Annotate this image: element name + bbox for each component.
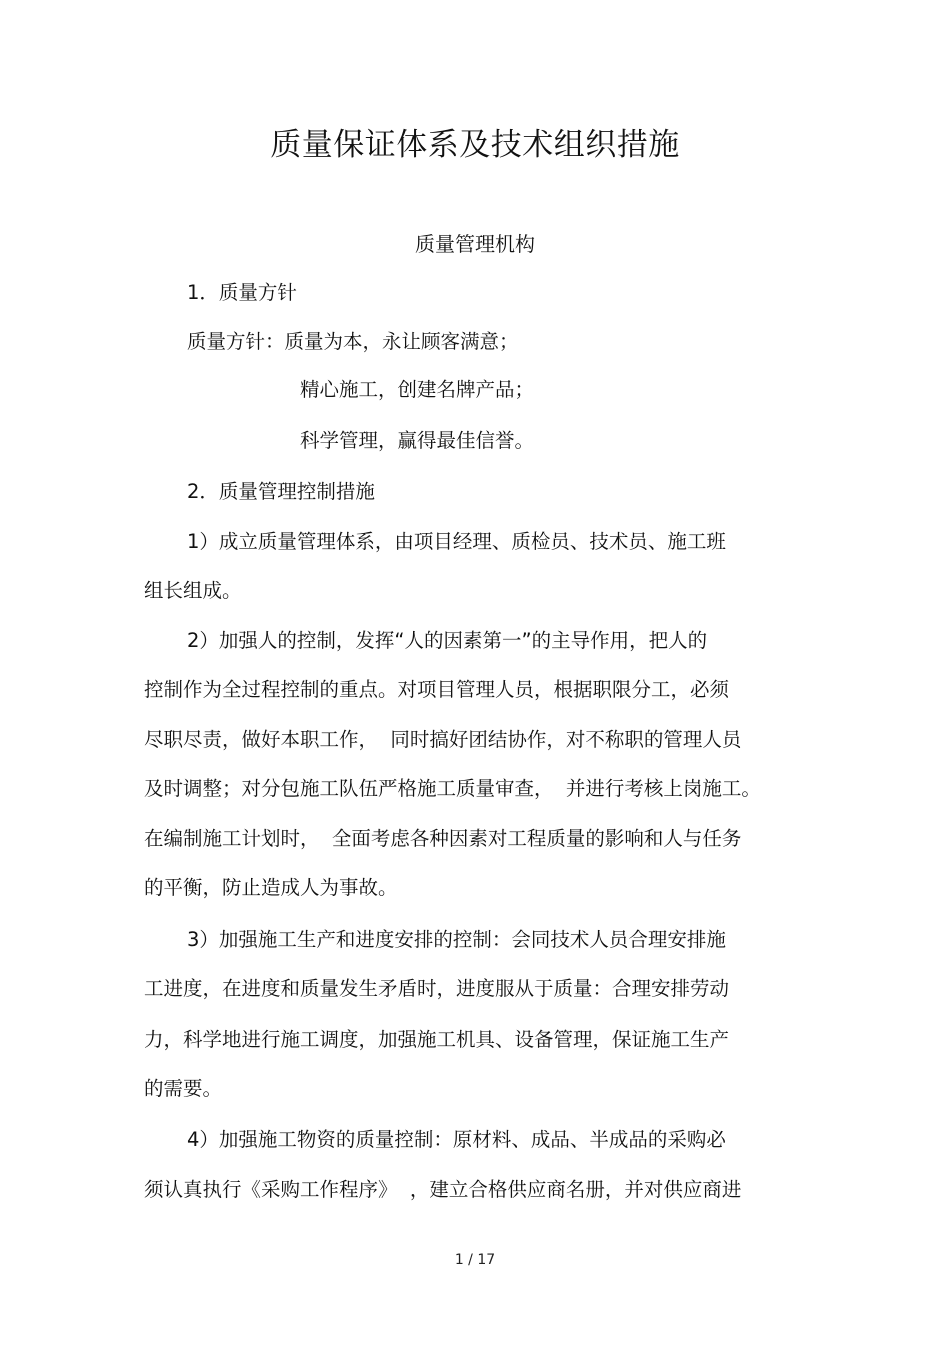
paragraph-line: 尽职尽责，做好本职工作， 同时搞好团结协作，对不称职的管理人员 [144,728,742,751]
paragraph-line: 的平衡，防止造成人为事故。 [144,876,398,899]
heading-quality-policy: 1．质量方针 [187,281,297,304]
paragraph-line: 须认真执行《采购工作程序》 ，建立合格供应商名册，并对供应商进 [144,1178,742,1201]
paragraph-line: 在编制施工计划时， 全面考虑各种因素对工程质量的影响和人与任务 [144,827,742,850]
paragraph-line: 及时调整；对分包施工队伍严格施工质量审查， 并进行考核上岗施工。 [144,777,761,800]
paragraph-line: 2）加强人的控制，发挥“人的因素第一”的主导作用，把人的 [187,629,708,652]
paragraph-line: 工进度，在进度和质量发生矛盾时，进度服从于质量：合理安排劳动 [144,977,730,1000]
policy-line-1: 质量方针：质量为本，永让顾客满意； [187,330,519,353]
section-title: 质量管理机构 [415,232,535,256]
page-indicator: 1 / 17 [454,1252,496,1268]
paragraph-line: 控制作为全过程控制的重点。对项目管理人员，根据职限分工，必须 [144,678,730,701]
paragraph-line: 力，科学地进行施工调度，加强施工机具、设备管理，保证施工生产 [144,1028,730,1051]
paragraph-line: 的需要。 [144,1077,223,1100]
paragraph-line: 4）加强施工物资的质量控制：原材料、成品、半成品的采购必 [187,1128,726,1151]
paragraph-line: 1）成立质量管理体系，由项目经理、质检员、技术员、施工班 [187,530,726,553]
document-title: 质量保证体系及技术组织措施 [270,127,680,163]
policy-line-2: 精心施工，创建名牌产品； [300,378,535,401]
paragraph-line: 组长组成。 [144,579,242,602]
heading-control-measures: 2．质量管理控制措施 [187,480,375,503]
paragraph-line: 3）加强施工生产和进度安排的控制：会同技术人员合理安排施 [187,928,726,951]
policy-line-3: 科学管理，赢得最佳信誉。 [300,429,535,452]
